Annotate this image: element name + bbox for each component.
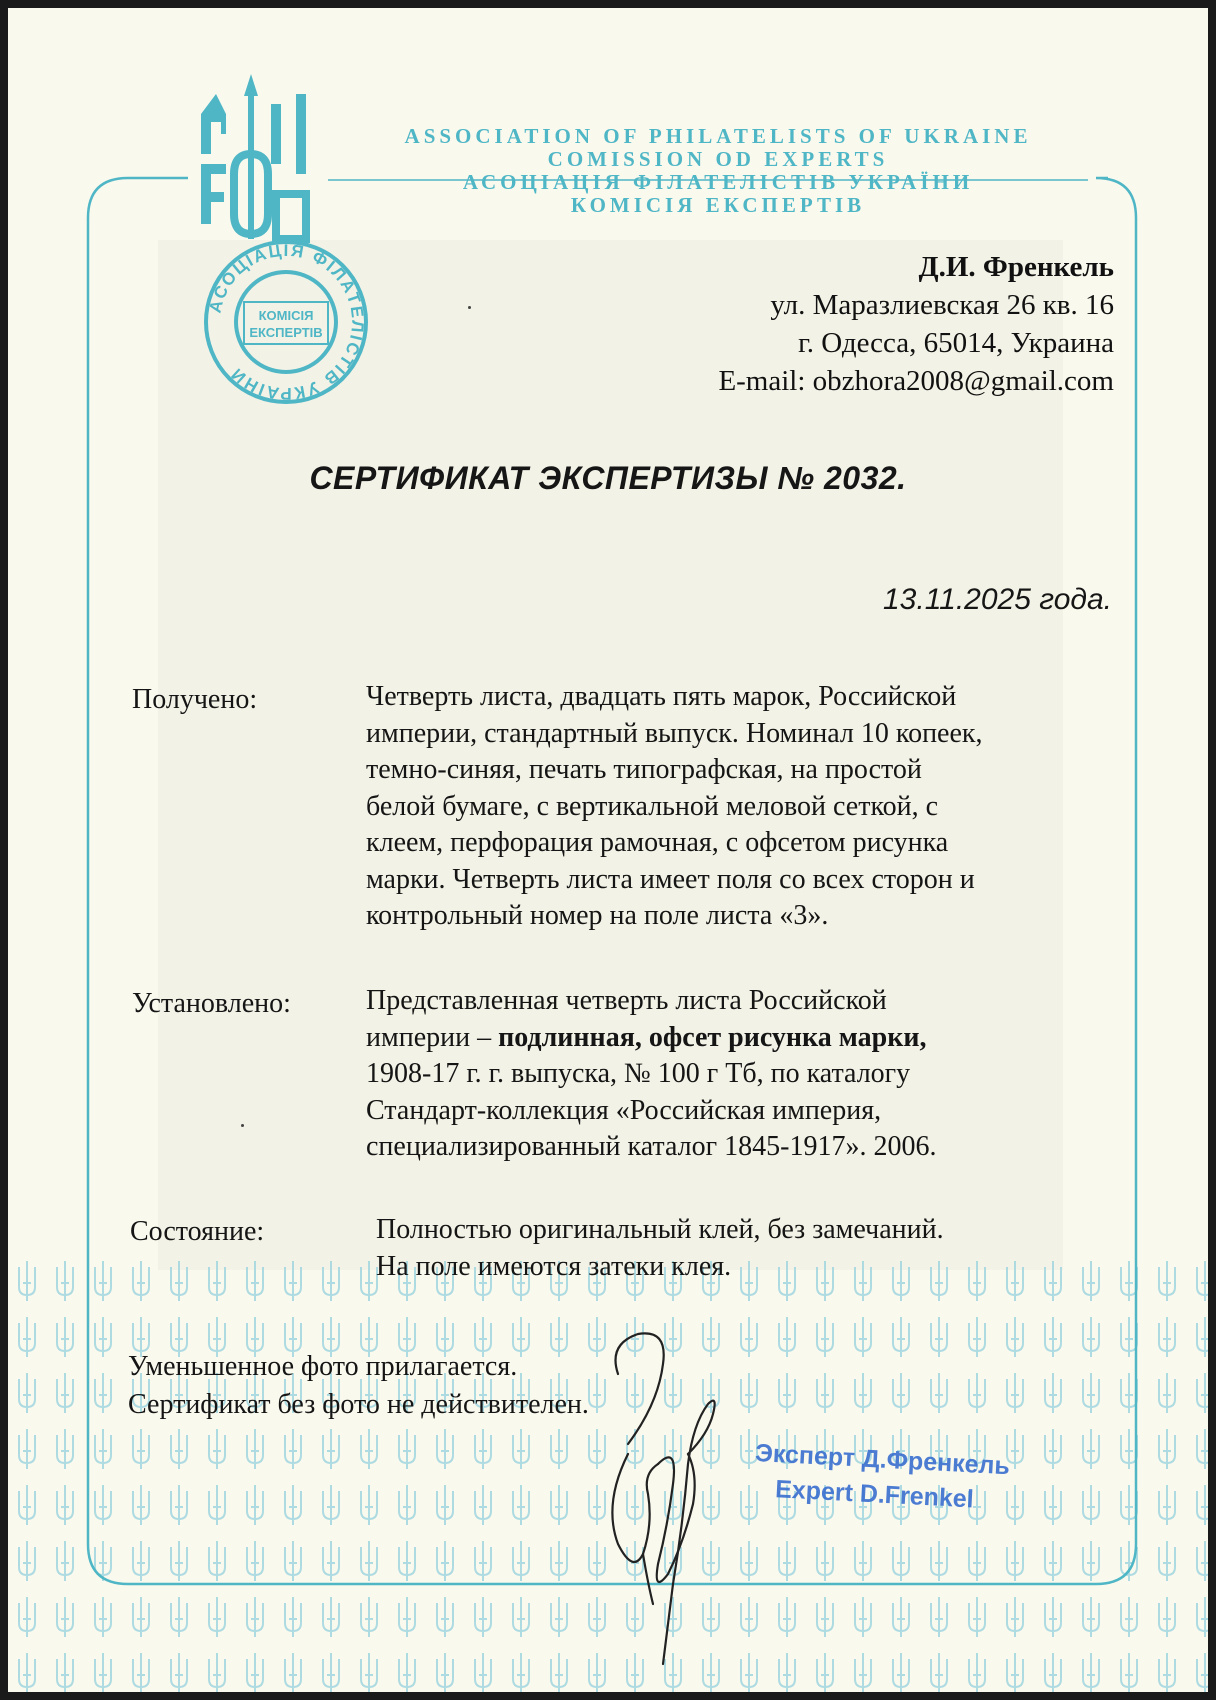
stamp-line-en: Expert D.Frenkel: [774, 1475, 975, 1514]
established-line: 1908-17 г. г. выпуска, № 100 г Тб, по каталогу: [366, 1058, 911, 1089]
condition-line: Полностью оригинальный клей, без замечаний.: [376, 1214, 944, 1245]
received-line: контрольный номер на поле листа «3».: [366, 900, 829, 931]
established-line: специализированный каталог 1845-1917». 2006.: [366, 1131, 937, 1162]
established-text: [366, 983, 1136, 1166]
received-line: империи, стандартный выпуск. Номинал 10 копеек,: [366, 717, 983, 749]
seal-center-line2: ЕКСПЕРТІВ: [249, 325, 323, 340]
condition-line: На поле имеются затеки клея.: [376, 1250, 732, 1282]
certificate-date: 13.11.2025 года.: [883, 583, 1112, 616]
received-text: [366, 679, 1136, 935]
address-email: E-mail: obzhora2008@gmail.com: [718, 365, 1114, 397]
received-line: белой бумаге, с вертикальной меловой сеткой, с: [366, 790, 939, 822]
established-line: Стандарт-коллекция «Российская империя,: [366, 1094, 882, 1126]
received-line: темно-синяя, печать типографская, на простой: [366, 754, 922, 785]
organization-heading: [318, 125, 1118, 217]
org-line-en-2: COMISSION OD EXPERTS: [547, 147, 889, 171]
seal-center-line1: КОМІСІЯ: [258, 308, 314, 323]
expert-address: [718, 248, 1114, 400]
expert-stamp: [752, 1436, 1010, 1519]
org-line-ua-2: КОМІСІЯ ЕКСПЕРТІВ: [570, 193, 866, 217]
received-line: марки. Четверть листа имеет поля со всех сторон и: [366, 863, 975, 895]
stamp-line-ru: Эксперт Д.Френкель: [754, 1438, 1011, 1481]
verdict-authentic: подлинная, офсет рисунка марки,: [498, 1021, 927, 1053]
certificate-title: СЕРТИФИКАТ ЭКСПЕРТИЗЫ № 2032.: [309, 460, 907, 496]
received-line: клеем, перфорация рамочная, с офсетом рисунка: [366, 827, 949, 858]
speck: [241, 1124, 244, 1127]
established-line: Представленная четверть листа Российской: [366, 985, 887, 1016]
received-label: Получено:: [132, 684, 258, 715]
org-line-en-1: ASSOCIATION OF PHILATELISTS OF UKRAINE: [404, 124, 1032, 148]
speck: [468, 306, 471, 309]
seal-ring-text: АСОЦІАЦІЯ ФІЛАТЕЛІСТІВ УКРАЇНИ: [205, 240, 368, 404]
seal-monogram: [206, 407, 208, 410]
expert-name: Д.И. Френкель: [918, 251, 1114, 283]
address-street: ул. Маразлиевская 26 кв. 16: [770, 289, 1114, 321]
footer-line: Уменьшенное фото прилагается.: [128, 1351, 518, 1382]
address-city: г. Одесса, 65014, Украина: [798, 327, 1114, 359]
condition-label: Состояние:: [130, 1216, 265, 1247]
certificate-sheet: [8, 8, 1208, 1692]
footer-line: Сертификат без фото не действителен.: [128, 1389, 589, 1420]
received-line: Четверть листа, двадцать пять марок, Российской: [366, 681, 957, 712]
established-line2-plain: империи –: [366, 1021, 499, 1053]
established-label: Установлено:: [132, 988, 291, 1019]
condition-text: [376, 1212, 1146, 1285]
signature-icon: [598, 1324, 758, 1674]
footer-notes: [128, 1348, 589, 1424]
established-line: [366, 1020, 1136, 1057]
org-line-ua-1: АСОЦІАЦІЯ ФІЛАТЕЛІСТІВ УКРАЇНИ: [462, 170, 974, 194]
